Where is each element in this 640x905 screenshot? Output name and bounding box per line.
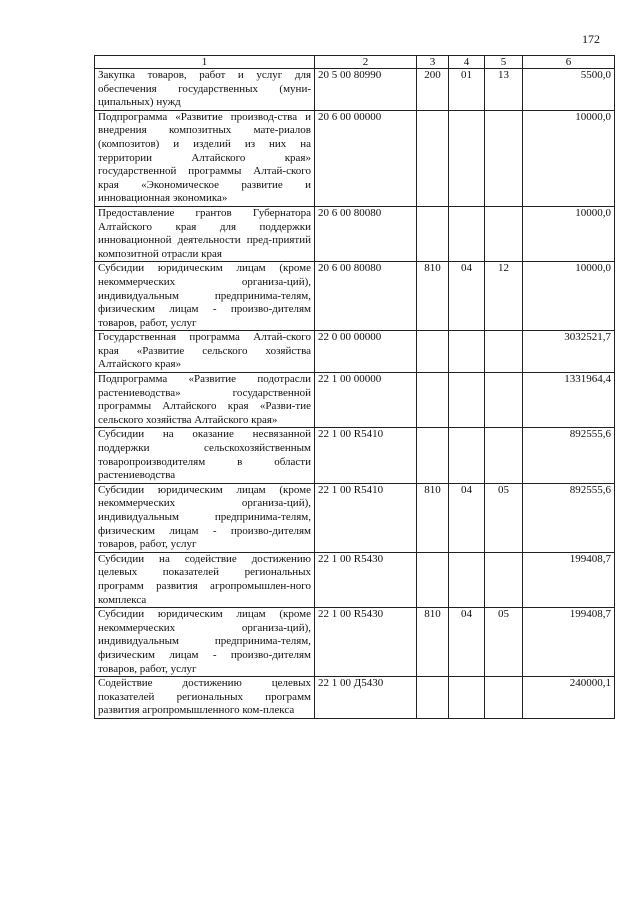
table-row: [95, 69, 615, 111]
row-rz-cell: 01: [449, 69, 485, 111]
row-rz-cell: [449, 428, 485, 483]
row-vr-cell: [417, 110, 449, 206]
row-pr-cell: [485, 428, 523, 483]
row-amount-cell: 240000,1: [523, 677, 615, 719]
row-name-cell: Субсидии на оказание несвязанной поддержки сельскохозяйственным товаропроизводителям в области растениеводства: [95, 428, 315, 483]
row-pr-cell: [485, 552, 523, 607]
row-pr-cell: 13: [485, 69, 523, 111]
page-number: 172: [582, 32, 600, 46]
row-amount-cell: 10000,0: [523, 262, 615, 331]
row-code-cell: 22 1 00 R5430: [315, 552, 417, 607]
row-code-cell: 20 6 00 80080: [315, 262, 417, 331]
table-row: [95, 483, 615, 552]
row-amount-cell: 199408,7: [523, 552, 615, 607]
column-header: 6: [523, 56, 615, 69]
row-pr-cell: [485, 206, 523, 261]
row-rz-cell: [449, 206, 485, 261]
row-amount-cell: 3032521,7: [523, 331, 615, 373]
row-vr-cell: [417, 677, 449, 719]
row-name-cell: Закупка товаров, работ и услуг для обеспечения государственных (муни-ципальных) нужд: [95, 69, 315, 111]
row-code-cell: 20 5 00 80990: [315, 69, 417, 111]
row-vr-cell: 810: [417, 608, 449, 677]
row-name-cell: Государственная программа Алтай-ского края «Развитие сельского хозяйства Алтайского края»: [95, 331, 315, 373]
row-vr-cell: 810: [417, 262, 449, 331]
row-rz-cell: [449, 552, 485, 607]
row-code-cell: 22 1 00 R5410: [315, 428, 417, 483]
row-pr-cell: 12: [485, 262, 523, 331]
table-row: [95, 262, 615, 331]
column-header: 5: [485, 56, 523, 69]
row-amount-cell: 1331964,4: [523, 373, 615, 428]
row-name-cell: Содействие достижению целевых показателей региональных программ развития агропромышленного ком-плекса: [95, 677, 315, 719]
row-name-cell: Субсидии юридическим лицам (кроме некоммерческих организа-ций), индивидуальным предпринима-телям, физическим лицам - произво-дителям товаров, работ, услуг: [95, 262, 315, 331]
row-vr-cell: [417, 206, 449, 261]
row-rz-cell: 04: [449, 608, 485, 677]
row-amount-cell: 10000,0: [523, 110, 615, 206]
row-vr-cell: [417, 331, 449, 373]
row-code-cell: 22 1 00 00000: [315, 373, 417, 428]
row-vr-cell: 810: [417, 483, 449, 552]
row-code-cell: 22 1 00 Д5430: [315, 677, 417, 719]
row-rz-cell: [449, 373, 485, 428]
row-rz-cell: 04: [449, 262, 485, 331]
row-name-cell: Субсидии на содействие достижению целевых показателей региональных программ развития агропромышлен-ного комплекса: [95, 552, 315, 607]
row-name-cell: Предоставление грантов Губернатора Алтайского края для поддержки инновационной деятельности пред-приятий композитной отрасли края: [95, 206, 315, 261]
table-row: [95, 428, 615, 483]
table-header-row: [95, 56, 615, 69]
row-amount-cell: 10000,0: [523, 206, 615, 261]
row-code-cell: 22 0 00 00000: [315, 331, 417, 373]
column-header: 2: [315, 56, 417, 69]
row-pr-cell: 05: [485, 608, 523, 677]
row-code-cell: 22 1 00 R5430: [315, 608, 417, 677]
table-row: [95, 373, 615, 428]
row-pr-cell: 05: [485, 483, 523, 552]
row-name-cell: Подпрограмма «Развитие производ-ства и внедрения композитных мате-риалов (композитов) и изделий из них на территории Алтайского края» государственной программы Алтай-ского края «Экономическое развитие и инновационная экономика»: [95, 110, 315, 206]
table-row: [95, 677, 615, 719]
budget-table: [94, 55, 615, 719]
row-code-cell: 22 1 00 R5410: [315, 483, 417, 552]
row-pr-cell: [485, 373, 523, 428]
row-amount-cell: 5500,0: [523, 69, 615, 111]
row-amount-cell: 892555,6: [523, 483, 615, 552]
row-vr-cell: 200: [417, 69, 449, 111]
row-vr-cell: [417, 428, 449, 483]
row-rz-cell: [449, 331, 485, 373]
row-vr-cell: [417, 552, 449, 607]
table-row: [95, 110, 615, 206]
row-pr-cell: [485, 110, 523, 206]
column-header: 4: [449, 56, 485, 69]
row-amount-cell: 892555,6: [523, 428, 615, 483]
row-amount-cell: 199408,7: [523, 608, 615, 677]
row-pr-cell: [485, 677, 523, 719]
row-name-cell: Субсидии юридическим лицам (кроме некоммерческих организа-ций), индивидуальным предпринима-телям, физическим лицам - произво-дителям товаров, работ, услуг: [95, 608, 315, 677]
table-row: [95, 552, 615, 607]
row-code-cell: 20 6 00 80080: [315, 206, 417, 261]
row-rz-cell: [449, 677, 485, 719]
table-row: [95, 206, 615, 261]
row-name-cell: Подпрограмма «Развитие подотрасли растениеводства» государственной программы Алтайского края «Разви-тие сельского хозяйства Алтайского края»: [95, 373, 315, 428]
row-rz-cell: [449, 110, 485, 206]
column-header: 1: [95, 56, 315, 69]
row-vr-cell: [417, 373, 449, 428]
column-header: 3: [417, 56, 449, 69]
row-name-cell: Субсидии юридическим лицам (кроме некоммерческих организа-ций), индивидуальным предпринима-телям, физическим лицам - произво-дителям товаров, работ, услуг: [95, 483, 315, 552]
row-rz-cell: 04: [449, 483, 485, 552]
row-code-cell: 20 6 00 00000: [315, 110, 417, 206]
table-row: [95, 608, 615, 677]
row-pr-cell: [485, 331, 523, 373]
table-row: [95, 331, 615, 373]
